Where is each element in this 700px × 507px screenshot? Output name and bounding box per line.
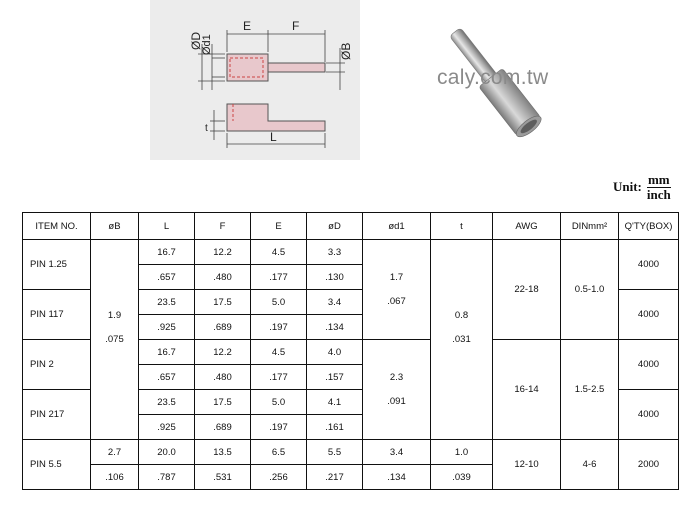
technical-drawing	[150, 0, 360, 160]
label-t: t	[205, 123, 208, 134]
cell-f-mm: 12.2	[195, 340, 251, 365]
cell-d1-in: .134	[363, 465, 431, 490]
cell-item: PIN 2	[23, 340, 91, 390]
cell-t-mm: 1.0	[431, 440, 493, 465]
header-diameter-d1: ød1	[363, 213, 431, 240]
cell-l-in: .657	[139, 365, 195, 390]
cell-din-group: 1.5-2.5	[561, 340, 619, 440]
cell-f-mm: 12.2	[195, 240, 251, 265]
cell-d-in: .161	[307, 415, 363, 440]
cell-qty: 4000	[619, 240, 679, 290]
cell-awg-group: 22-18	[493, 240, 561, 340]
cell-e-mm: 6.5	[251, 440, 307, 465]
label-f: F	[292, 19, 300, 33]
header-length-l: L	[139, 213, 195, 240]
cell-d-mm: 4.1	[307, 390, 363, 415]
cell-e-mm: 5.0	[251, 290, 307, 315]
cell-d-in: .157	[307, 365, 363, 390]
d1-mm: 1.7	[389, 271, 404, 283]
cell-l-mm: 23.5	[139, 390, 195, 415]
cell-l-in: .925	[139, 315, 195, 340]
pin-side-view	[227, 104, 325, 131]
cell-item: PIN 217	[23, 390, 91, 440]
cell-d-mm: 3.4	[307, 290, 363, 315]
cell-d-mm: 4.0	[307, 340, 363, 365]
cell-l-in: .925	[139, 415, 195, 440]
header-diameter-b: øB	[91, 213, 139, 240]
cell-f-in: .531	[195, 465, 251, 490]
cell-d-mm: 5.5	[307, 440, 363, 465]
cell-qty: 4000	[619, 390, 679, 440]
cell-d1-group	[363, 340, 431, 440]
cell-l-in: .657	[139, 265, 195, 290]
cell-din: 4-6	[561, 440, 619, 490]
cell-e-in: .177	[251, 265, 307, 290]
pin-top-view	[227, 54, 325, 81]
cell-e-mm: 4.5	[251, 340, 307, 365]
cell-awg-group: 16-14	[493, 340, 561, 440]
cell-l-mm: 23.5	[139, 290, 195, 315]
d1-in: .091	[387, 395, 406, 407]
cell-f-in: .480	[195, 365, 251, 390]
cell-d-in: .217	[307, 465, 363, 490]
cell-qty: 2000	[619, 440, 679, 490]
header-f: F	[195, 213, 251, 240]
cell-item: PIN 1.25	[23, 240, 91, 290]
header-qty: Q'TY(BOX)	[619, 213, 679, 240]
cell-f-in: .480	[195, 265, 251, 290]
unit-label: Unit:	[613, 179, 642, 194]
cell-qty: 4000	[619, 290, 679, 340]
label-l: L	[270, 130, 277, 144]
cell-d1-group	[363, 240, 431, 340]
cell-t-group	[431, 240, 493, 440]
cell-b-mm: 2.7	[91, 440, 139, 465]
cell-e-in: .177	[251, 365, 307, 390]
watermark-text: caly.com.tw	[437, 66, 549, 89]
cell-f-in: .689	[195, 315, 251, 340]
cell-b-in: .106	[91, 465, 139, 490]
cell-awg: 12-10	[493, 440, 561, 490]
t-in: .031	[452, 334, 471, 345]
cell-din-group: 0.5-1.0	[561, 240, 619, 340]
cell-item: PIN 5.5	[23, 440, 91, 490]
label-diameter-d1: Ød1	[201, 34, 213, 55]
table-row	[23, 440, 679, 465]
cell-item: PIN 117	[23, 290, 91, 340]
d1-in: .067	[387, 295, 406, 307]
cell-f-in: .689	[195, 415, 251, 440]
label-diameter-d: ØD	[189, 32, 203, 50]
unit-fraction	[646, 173, 672, 202]
cell-qty: 4000	[619, 340, 679, 390]
label-e: E	[243, 19, 252, 33]
header-t: t	[431, 213, 493, 240]
label-diameter-b: ØB	[339, 42, 353, 60]
header-diameter-d: øD	[307, 213, 363, 240]
b-in: .075	[105, 334, 124, 345]
t-mm: 0.8	[454, 310, 469, 321]
cell-t-in: .039	[431, 465, 493, 490]
header-awg: AWG	[493, 213, 561, 240]
unit-denominator: inch	[646, 186, 671, 202]
cell-l-in: .787	[139, 465, 195, 490]
header-din: DINmm²	[561, 213, 619, 240]
d1-mm: 2.3	[389, 371, 404, 383]
cell-d1-mm: 3.4	[363, 440, 431, 465]
cell-d-in: .134	[307, 315, 363, 340]
cell-d-in: .130	[307, 265, 363, 290]
cell-f-mm: 13.5	[195, 440, 251, 465]
cell-b-group	[91, 240, 139, 440]
cell-l-mm: 16.7	[139, 340, 195, 365]
header-e: E	[251, 213, 307, 240]
cell-l-mm: 16.7	[139, 240, 195, 265]
cell-f-mm: 17.5	[195, 290, 251, 315]
cell-e-in: .197	[251, 315, 307, 340]
unit-numerator: mm	[647, 171, 670, 187]
cell-e-mm: 4.5	[251, 240, 307, 265]
header-item-no: ITEM NO.	[23, 213, 91, 240]
cell-f-mm: 17.5	[195, 390, 251, 415]
unit-indicator	[613, 170, 672, 204]
b-mm: 1.9	[107, 310, 122, 321]
table-row	[23, 240, 679, 265]
cell-l-mm: 20.0	[139, 440, 195, 465]
cell-e-in: .256	[251, 465, 307, 490]
cell-d-mm: 3.3	[307, 240, 363, 265]
cell-e-mm: 5.0	[251, 390, 307, 415]
specification-table	[22, 212, 679, 490]
table-header-row	[23, 213, 679, 240]
cell-e-in: .197	[251, 415, 307, 440]
